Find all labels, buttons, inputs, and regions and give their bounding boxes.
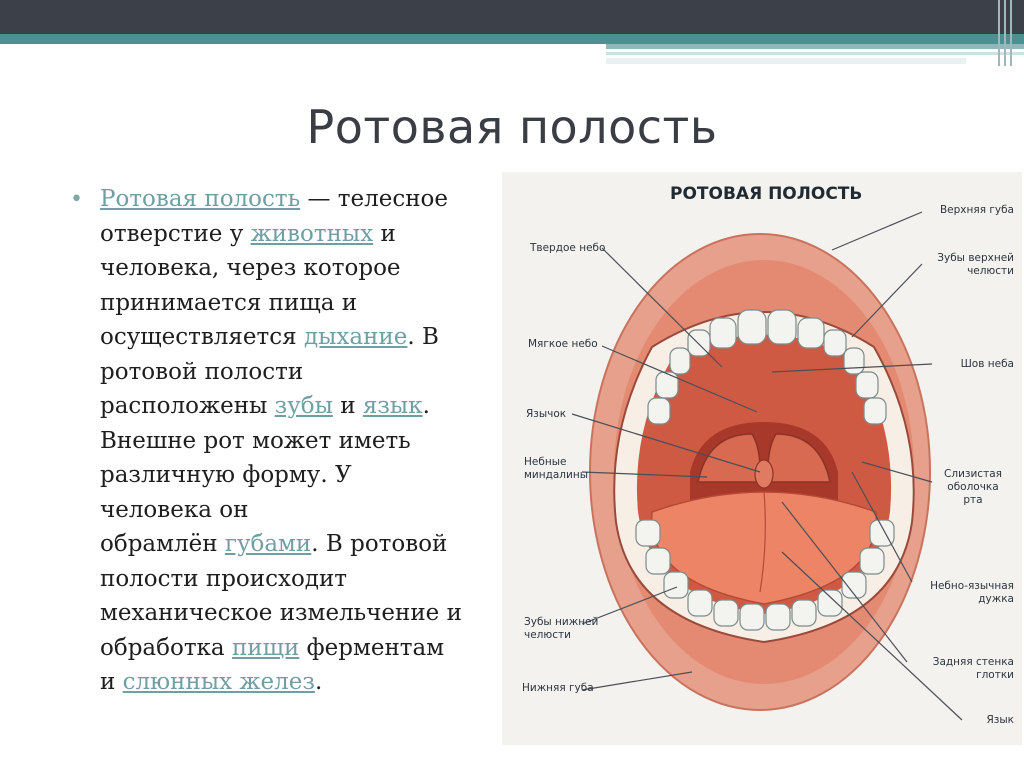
body-line <box>100 182 505 217</box>
body-text-segment: Внешне рот может иметь <box>100 427 411 454</box>
body-text-segment: обрамлён <box>100 531 225 557</box>
mouth-illustration <box>502 172 1022 745</box>
body-text-segment: ротовой полости <box>100 358 304 385</box>
body-text-segment: и <box>373 220 396 247</box>
accent-stripe-thin <box>606 44 1024 49</box>
body-text-segment: обработка <box>100 634 232 661</box>
edge-decoration <box>996 0 1024 66</box>
body-text-segment: — телесное <box>300 186 448 212</box>
body-text-segment: . В ротовой <box>311 531 448 557</box>
body-line <box>100 527 505 562</box>
top-bar <box>0 0 1024 34</box>
body-text-segment: принимается пища и <box>100 289 358 316</box>
body-line <box>100 631 505 666</box>
figure-title: РОТОВАЯ ПОЛОСТЬ <box>670 184 863 204</box>
label-lower-teeth: Зубы нижней челюсти <box>524 616 599 641</box>
body-text-segment: человека он <box>100 496 249 523</box>
body-line <box>100 320 505 355</box>
body-paragraph <box>100 182 505 700</box>
body-line <box>100 424 505 459</box>
label-hard-palate: Твердое небо <box>530 242 606 254</box>
body-text-segment: осуществляется <box>100 324 304 350</box>
body-text-segment: . <box>314 669 323 695</box>
body-line <box>100 217 505 252</box>
accent-stripe-thin <box>606 52 1024 55</box>
text-link[interactable]: Ротовая полость <box>100 186 301 212</box>
text-link[interactable]: слюнных желез <box>122 669 315 695</box>
body-line <box>100 493 505 528</box>
text-link[interactable]: дыхание <box>303 324 408 350</box>
body-line <box>100 562 505 597</box>
body-line <box>100 665 505 700</box>
text-link[interactable]: губами <box>224 531 312 557</box>
label-pharynx-wall: Задняя стенка глотки <box>932 656 1014 681</box>
body-text-segment: и <box>332 393 363 419</box>
body-text-segment: полости происходит <box>100 565 348 592</box>
body-line <box>100 389 505 424</box>
body-text-segment: . В <box>407 324 439 350</box>
body-text-segment: различную форму. У <box>100 462 352 488</box>
body-line <box>100 286 505 321</box>
label-tongue: Язык <box>986 714 1014 726</box>
body-text-segment: . <box>422 393 430 419</box>
accent-stripe-thin <box>606 58 966 64</box>
body-text-segment: отверстие у <box>100 220 251 247</box>
label-lower-lip: Нижняя губа <box>522 682 594 694</box>
label-upper-lip: Верхняя губа <box>939 204 1014 216</box>
body-text-segment: расположены <box>100 393 275 419</box>
body-text-segment: ферментам <box>299 634 445 661</box>
slide-title: Ротовая полость <box>306 100 718 154</box>
text-link[interactable]: зубы <box>274 393 333 419</box>
body-line <box>100 458 505 493</box>
body-line <box>100 355 505 390</box>
text-link[interactable]: пищи <box>231 634 300 661</box>
body-text-segment: и <box>100 669 123 695</box>
accent-stripe <box>0 34 1024 44</box>
label-mucosa: Слизистая оболочка рта <box>944 468 1002 506</box>
body-line <box>100 251 505 286</box>
label-palate-seam: Шов неба <box>960 358 1014 370</box>
bullet-icon: • <box>70 187 83 212</box>
label-soft-palate: Мягкое небо <box>528 338 598 350</box>
body-line <box>100 596 505 631</box>
label-uvula: Язычок <box>526 408 567 420</box>
label-palatoglossal-arch: Небно-язычная дужка <box>930 580 1014 605</box>
text-link[interactable]: язык <box>362 393 423 419</box>
label-upper-teeth: Зубы верхней челюсти <box>937 252 1014 277</box>
body-text-segment: человека, через которое <box>100 255 401 281</box>
text-link[interactable]: животных <box>250 220 374 247</box>
label-tonsils: Небные миндалины <box>524 456 588 481</box>
body-text-segment: механическое измельчение и <box>100 600 462 626</box>
